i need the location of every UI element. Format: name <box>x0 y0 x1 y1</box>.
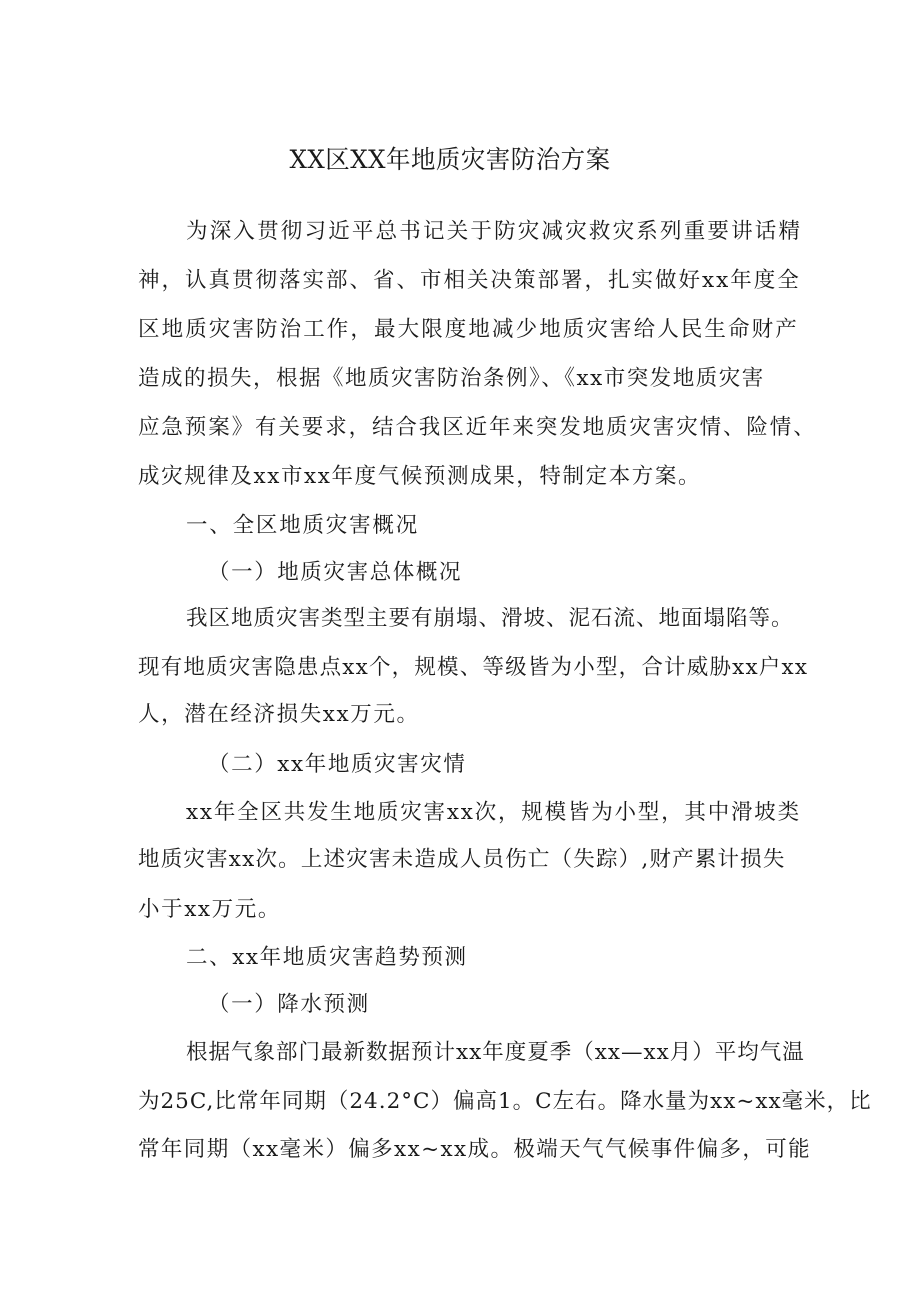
body-line: 现有地质灾害隐患点xx个，规模、等级皆为小型，合计威胁xx户xx <box>138 655 809 680</box>
body-line: 根据气象部门最新数据预计xx年度夏季（xx—xx月）平均气温 <box>186 1040 805 1065</box>
body-line: xx年全区共发生地质灾害xx次，规模皆为小型，其中滑坡类 <box>186 800 801 825</box>
body-line: 人，潜在经济损失xx万元。 <box>138 702 420 727</box>
subsection-heading: （一）降水预测 <box>208 992 370 1017</box>
body-line: 为25C,比常年同期（24.2°C）偏高1。C左右。降水量为xx~xx毫米，比 <box>138 1089 872 1114</box>
intro-line: 区地质灾害防治工作，最大限度地减少地质灾害给人民生命财产 <box>138 317 799 342</box>
body-line: 常年同期（xx毫米）偏多xx~xx成。极端天气气候事件偏多，可能 <box>138 1137 812 1162</box>
subsection-heading: （二）xx年地质灾害灾情 <box>208 752 467 777</box>
intro-line: 为深入贯彻习近平总书记关于防灾减灾救灾系列重要讲话精 <box>186 219 803 244</box>
section-heading: 一、全区地质灾害概况 <box>186 513 420 538</box>
intro-line: 神，认真贯彻落实部、省、市相关决策部署，扎实做好xx年度全 <box>138 268 801 293</box>
section-heading: 二、xx年地质灾害趋势预测 <box>186 945 468 970</box>
intro-line: 应急预案》有关要求，结合我区近年来突发地质灾害灾情、险情、 <box>138 415 817 440</box>
body-line: 我区地质灾害类型主要有崩塌、滑坡、泥石流、地面塌陷等。 <box>186 606 794 631</box>
body-line: 地质灾害xx次。上述灾害未造成人员伤亡（失踪）,财产累计损失 <box>138 847 786 872</box>
intro-line: 成灾规律及xx市xx年度气候预测成果，特制定本方案。 <box>138 464 702 489</box>
document-title: XX区XX年地质灾害防治方案 <box>289 145 611 174</box>
body-line: 小于xx万元。 <box>138 897 281 922</box>
subsection-heading: （一）地质灾害总体概况 <box>208 560 463 585</box>
intro-line: 造成的损失，根据《地质灾害防治条例》、《xx市突发地质灾害 <box>138 366 765 391</box>
